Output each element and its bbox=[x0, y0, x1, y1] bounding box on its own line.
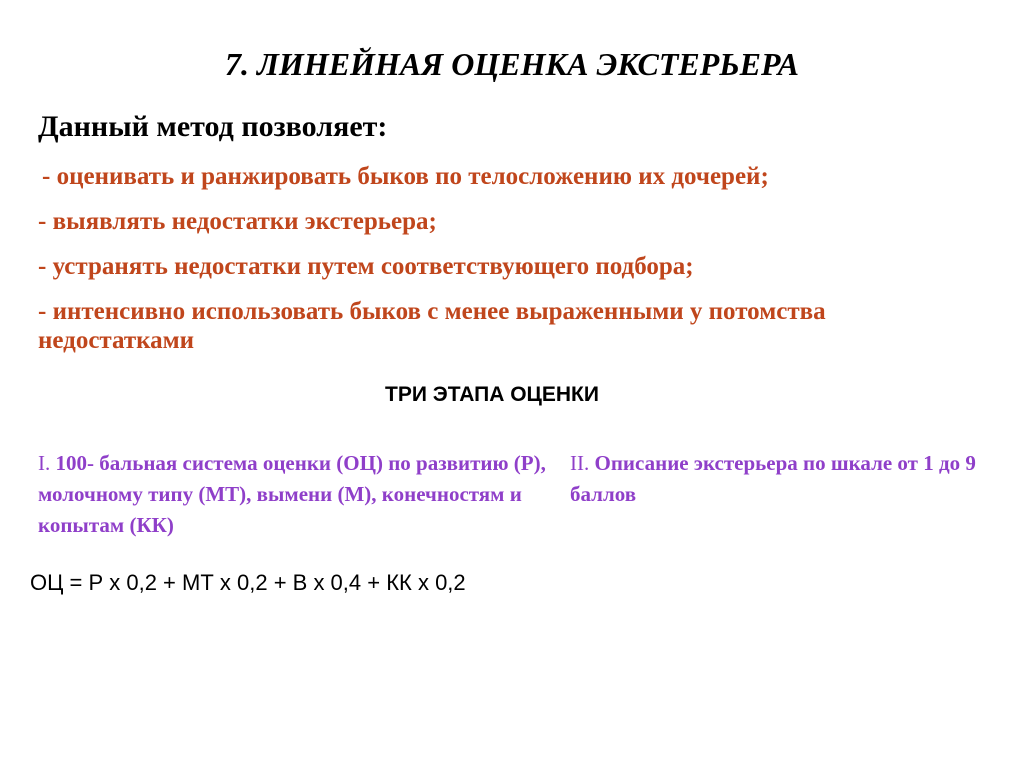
stage-one bbox=[38, 448, 548, 541]
stage-text: Описание экстерьера по шкале от 1 до 9 баллов bbox=[570, 451, 976, 506]
stages-heading: ТРИ ЭТАПА ОЦЕНКИ bbox=[385, 383, 599, 406]
stage-numeral: II. bbox=[570, 451, 590, 475]
stage-numeral: I. bbox=[38, 451, 51, 475]
score-formula: ОЦ = Р х 0,2 + МТ х 0,2 + В х 0,4 + КК х 0,2 bbox=[30, 570, 466, 595]
stage-two bbox=[570, 448, 990, 510]
bullet-item: - оценивать и ранжировать быков по телосложению их дочерей; bbox=[42, 163, 769, 190]
bullet-item: - выявлять недостатки экстерьера; bbox=[38, 208, 437, 235]
bullet-item: - интенсивно использовать быков с менее выраженными у потомства недостатками bbox=[38, 298, 826, 354]
stage-text: 100- бальная система оценки (ОЦ) по развитию (Р), молочному типу (МТ), вымени (М), конечностям и копытам (КК) bbox=[38, 451, 546, 537]
slide-title: 7. ЛИНЕЙНАЯ ОЦЕНКА ЭКСТЕРЬЕРА bbox=[224, 46, 800, 82]
intro-text: Данный метод позволяет: bbox=[38, 110, 388, 143]
bullet-list bbox=[38, 162, 978, 371]
bullet-item: - устранять недостатки путем соответствующего подбора; bbox=[38, 253, 694, 280]
